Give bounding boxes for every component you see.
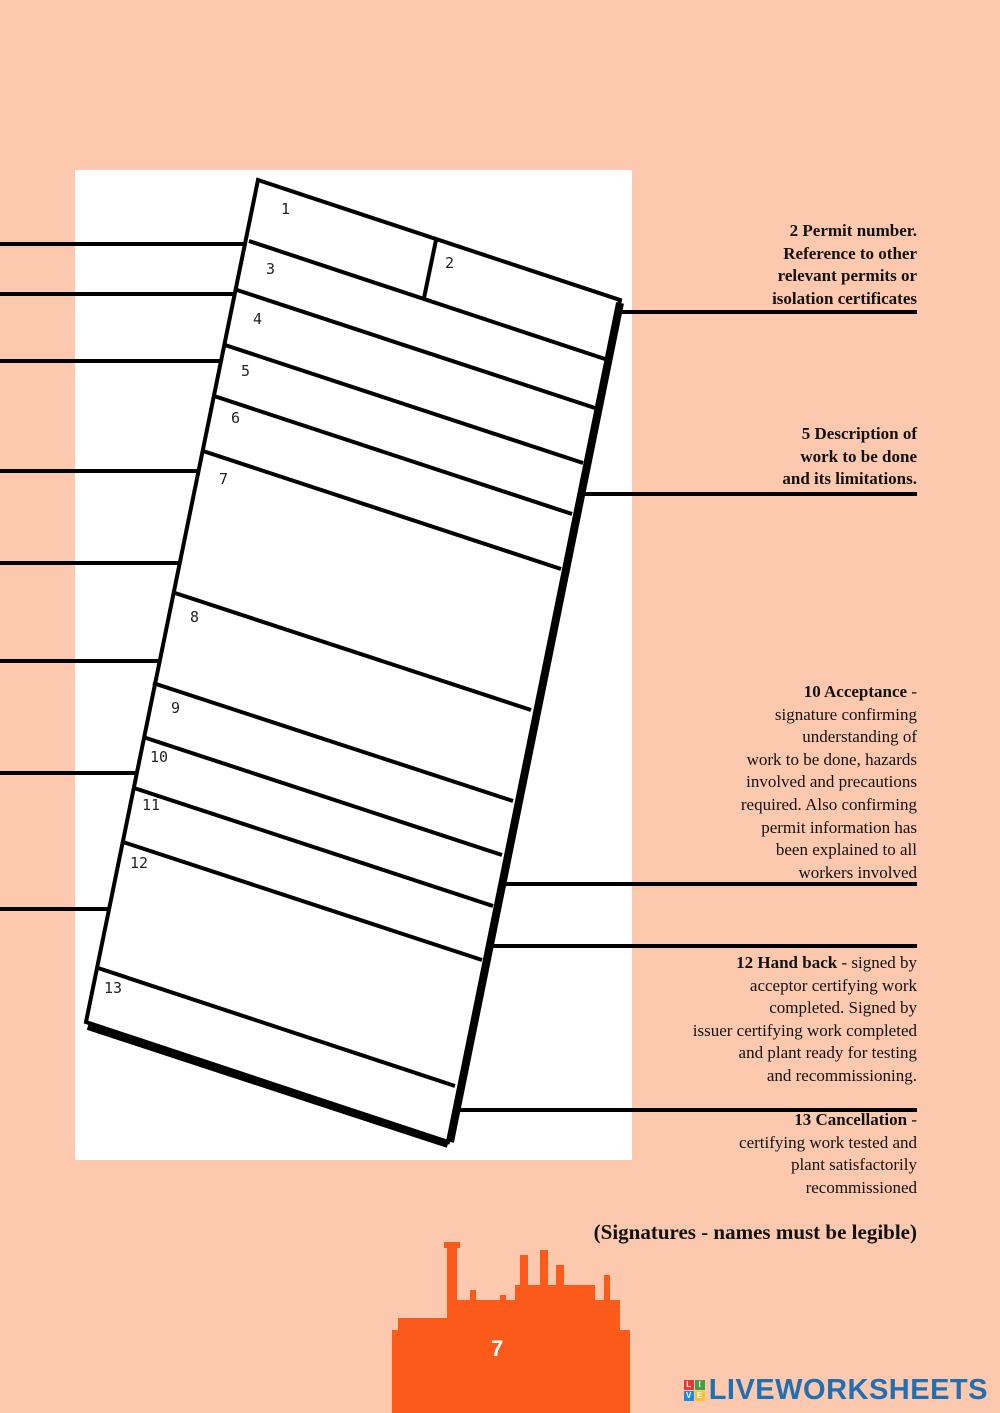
annotation-line: work to be done, hazards — [746, 749, 917, 769]
brand-logo[interactable] — [684, 1375, 988, 1405]
annotation-acceptance — [741, 681, 917, 884]
annotation-title-suffix: - signed by — [837, 953, 917, 972]
section-number: 3 — [266, 260, 276, 278]
signatures-note: (Signatures - names must be legible) — [593, 1220, 917, 1244]
section-number: 4 — [253, 310, 263, 328]
factory-silhouette — [392, 1242, 630, 1413]
annotation-line: Reference to other — [783, 243, 917, 263]
section-number: 8 — [190, 608, 200, 626]
annotation-line: and its limitations. — [782, 469, 917, 489]
annotation-line: recommissioned — [805, 1177, 917, 1197]
annotation-line: been explained to all — [775, 840, 917, 860]
section-number: 2 — [445, 254, 455, 272]
logo-letter: I — [695, 1380, 705, 1390]
logo-letter: V — [684, 1391, 694, 1401]
liveworksheets-icon — [684, 1380, 705, 1401]
annotation-title: 12 Hand back — [736, 953, 838, 972]
annotation-hand-back — [693, 952, 917, 1088]
annotation-line: permit information has — [761, 817, 917, 837]
section-number: 12 — [130, 854, 149, 872]
annotation-line: relevant permits or — [777, 266, 917, 286]
annotation-title-suffix: - — [907, 682, 917, 701]
annotation-description — [782, 423, 917, 491]
section-number: 13 — [104, 979, 123, 997]
annotation-line: workers involved — [798, 862, 917, 882]
annotation-line: required. Also confirming — [740, 794, 917, 814]
logo-letter: L — [684, 1380, 694, 1390]
section-number: 9 — [171, 699, 181, 717]
annotation-line: issuer certifying work completed — [692, 1020, 917, 1040]
section-number: 10 — [150, 748, 169, 766]
annotation-cancellation — [739, 1109, 917, 1199]
annotation-line: acceptor certifying work — [749, 975, 917, 995]
annotation-permit-number — [772, 220, 917, 310]
section-number: 7 — [219, 470, 229, 488]
annotation-title: 13 Cancellation — [794, 1110, 908, 1129]
brand-name: LIVEWORKSHEETS — [708, 1373, 988, 1406]
page-number: 7 — [491, 1336, 504, 1361]
section-number: 11 — [142, 796, 161, 814]
annotation-line: completed. Signed by — [769, 998, 917, 1018]
annotation-line: work to be done — [800, 446, 917, 466]
annotation-line: involved and precautions — [746, 772, 917, 792]
logo-letter: E — [695, 1391, 705, 1401]
annotation-line: signature confirming — [774, 704, 917, 724]
annotation-title: 5 Description of — [801, 424, 917, 443]
section-number: 6 — [231, 409, 241, 427]
annotation-title: 2 Permit number. — [789, 221, 917, 240]
section-number: 5 — [241, 362, 251, 380]
annotation-line: certifying work tested and — [739, 1132, 917, 1152]
tilted-permit-form — [86, 180, 620, 1144]
annotation-line: isolation certificates — [772, 288, 917, 308]
annotation-line: and recommissioning. — [766, 1065, 917, 1085]
annotation-title-suffix: - — [907, 1110, 917, 1129]
annotation-title: 10 Acceptance — [803, 682, 908, 701]
section-number: 1 — [281, 200, 291, 218]
annotation-line: plant satisfactorily — [790, 1155, 917, 1175]
annotation-line: and plant ready for testing — [738, 1043, 917, 1063]
annotation-line: understanding of — [802, 727, 917, 747]
